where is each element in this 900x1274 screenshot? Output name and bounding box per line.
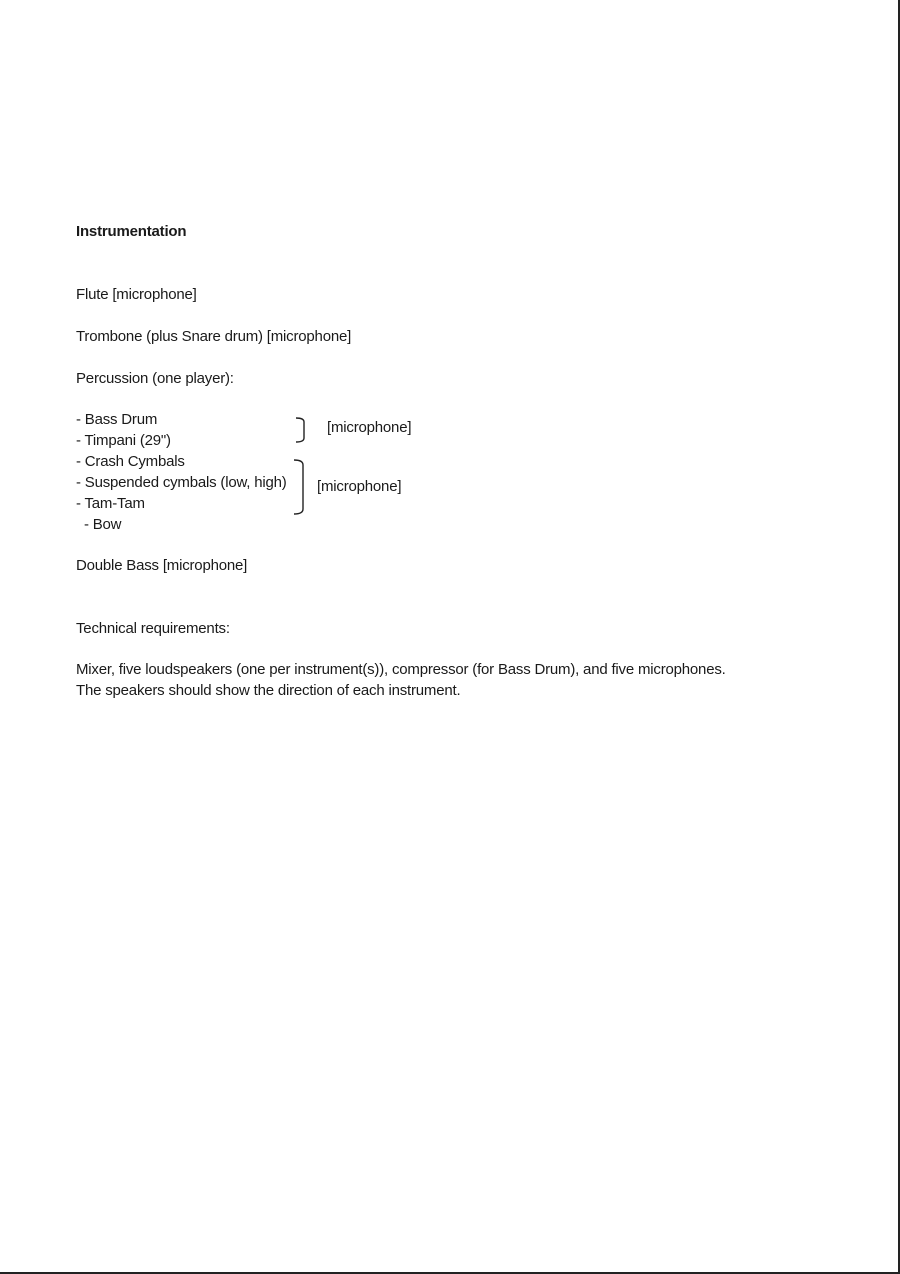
percussion-label: Percussion (one player):: [76, 370, 234, 387]
percussion-item-suspended-cymbals: - Suspended cymbals (low, high): [76, 474, 287, 491]
group1-microphone-label: [microphone]: [327, 419, 412, 436]
technical-requirements-label: Technical requirements:: [76, 620, 230, 637]
technical-line-2: The speakers should show the direction of each instrument.: [76, 682, 461, 699]
double-bass-line: Double Bass [microphone]: [76, 557, 248, 574]
percussion-item-bass-drum: - Bass Drum: [76, 411, 158, 428]
technical-line-1: Mixer, five loudspeakers (one per instrument(s)), compressor (for Bass Drum), and five microphones.: [76, 661, 726, 678]
bracket-group-2: [292, 458, 310, 516]
percussion-item-bow: - Bow: [80, 516, 122, 533]
percussion-item-timpani: - Timpani (29"): [76, 432, 171, 449]
trombone-line: Trombone (plus Snare drum) [microphone]: [76, 328, 352, 345]
group2-microphone-label: [microphone]: [317, 478, 402, 495]
instrumentation-heading: Instrumentation: [76, 223, 187, 240]
percussion-item-crash-cymbals: - Crash Cymbals: [76, 453, 185, 470]
flute-line: Flute [microphone]: [76, 286, 197, 303]
bracket-group-1: [294, 416, 310, 444]
percussion-item-tam-tam: - Tam-Tam: [76, 495, 145, 512]
